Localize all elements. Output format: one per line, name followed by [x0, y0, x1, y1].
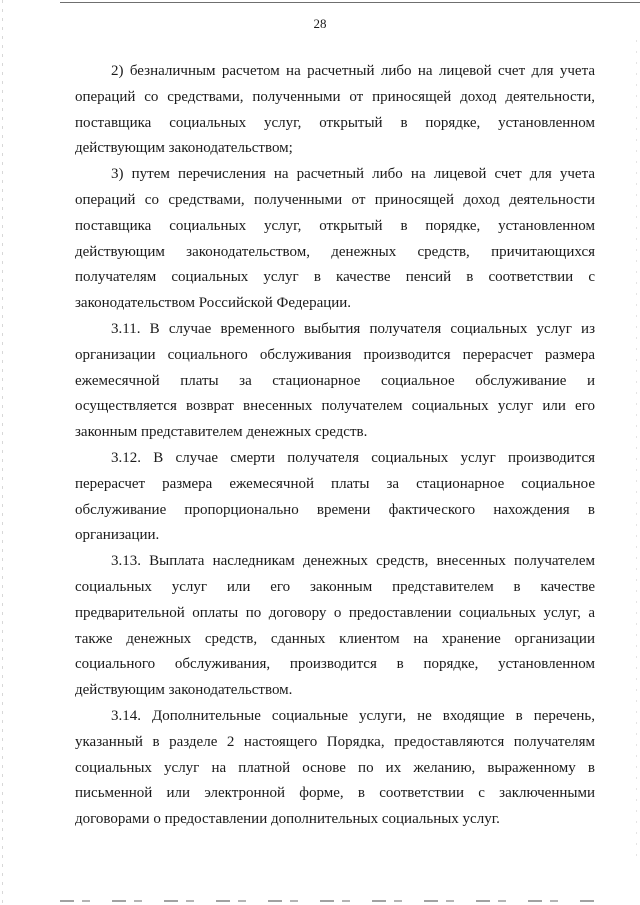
paragraph-3-11: 3.11. В случае временного выбытия получателя социальных услуг из организации социального обслуживания производится перерасчет размера ежемесячной платы за стационарное социальное обслуживание и осуществляется возврат внесенных получателем социальных услуг или его законным представителем денежных средств.: [75, 320, 595, 441]
scan-edge-left: [2, 0, 3, 905]
scan-edge-bottom: [60, 900, 600, 902]
paragraph-3-14: 3.14. Дополнительные социальные услуги, не входящие в перечень, указанный в разделе 2 настоящего Порядка, предоставляются получателям социальных услуг на платной основе по их желанию, выраженному в письменной или электронной форме, в соответствии с заключенными договорами о предоставлении дополнительных социальных услуг.: [75, 707, 595, 828]
paragraph-item-2-cashless: 2) безналичным расчетом на расчетный либо на лицевой счет для учета операций со средствами, полученными от приносящей доход деятельности, поставщика социальных услуг, открытый в порядке, установленном действующим законодательством;: [75, 63, 595, 157]
page-number: 28: [313, 16, 327, 31]
paragraph-3-12: 3.12. В случае смерти получателя социальных услуг производится перерасчет размера ежемесячной платы за стационарное социальное обслуживание пропорционально времени фактического нахождения в организации.: [75, 449, 595, 544]
scan-edge-top: [60, 2, 640, 3]
scan-edge-right: [636, 40, 637, 860]
paragraph-3-13: 3.13. Выплата наследникам денежных средств, внесенных получателем социальных услуг или его законным представителем в качестве предварительной оплаты по договору о предоставлении социальных услуг, а также денежных средств, сданных клиентом на хранение организации социального обслуживания, производится в порядке, установленном действующим законодательством.: [75, 553, 595, 699]
document-body: [75, 59, 595, 833]
paragraph-item-3-transfer: 3) путем перечисления на расчетный либо на лицевой счет для учета операций со средствами, полученными от приносящей доход деятельности поставщика социальных услуг, открытый в порядке, установленном действующим законодательством, денежных средств, причитающихся получателям социальных услуг в качестве пенсий в соответствии с законодательством Российской Федерации.: [75, 166, 595, 312]
